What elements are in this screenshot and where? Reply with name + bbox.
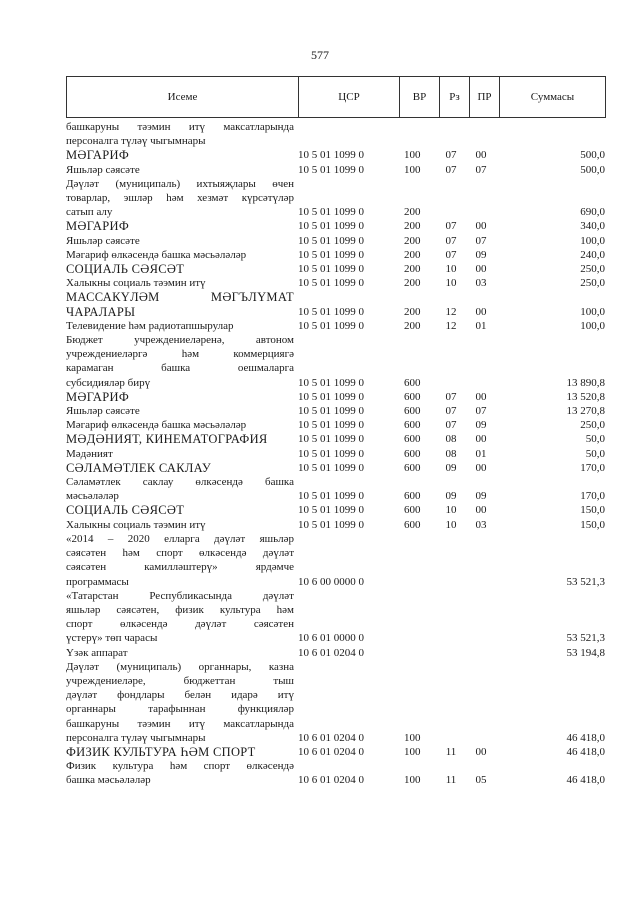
row-pr: 05 xyxy=(475,774,487,787)
row-csr: 10 5 01 1099 0 xyxy=(298,305,364,318)
row-name xyxy=(66,447,294,461)
row-name-line: программасы xyxy=(66,575,129,588)
row-csr: 10 5 01 1099 0 xyxy=(298,149,364,162)
row-name xyxy=(66,532,294,589)
row-rz: 07 xyxy=(445,234,457,247)
row-vr: 200 xyxy=(404,319,421,332)
row-pr: 00 xyxy=(475,433,487,446)
row-name-line: сәясәтен һәм спорт өлкәсендә дәүләт xyxy=(66,547,294,560)
row-csr: 10 5 01 1099 0 xyxy=(298,163,364,176)
row-pr: 07 xyxy=(475,234,487,247)
row-csr: 10 5 01 1099 0 xyxy=(298,263,364,276)
row-rz: 12 xyxy=(445,305,457,318)
table-row xyxy=(66,248,605,262)
row-vr: 200 xyxy=(404,206,421,219)
row-pr: 09 xyxy=(475,490,487,503)
row-name-line: дәүләт фондлары белән идарә итү xyxy=(66,689,294,702)
row-rz: 10 xyxy=(445,518,457,531)
row-name xyxy=(66,177,294,220)
row-csr: 10 6 01 0204 0 xyxy=(298,646,364,659)
row-vr: 200 xyxy=(404,305,421,318)
row-sum: 50,0 xyxy=(585,447,605,460)
row-name xyxy=(66,660,294,745)
row-name-line: сатып алу xyxy=(66,206,113,219)
table-row xyxy=(66,290,605,318)
row-pr: 03 xyxy=(475,277,487,290)
row-sum: 100,0 xyxy=(580,319,605,332)
row-name-line: МӘГАРИФ xyxy=(66,148,129,163)
row-sum: 53 521,3 xyxy=(566,632,605,645)
row-csr: 10 5 01 1099 0 xyxy=(298,518,364,531)
row-name-line: МАССАКҮЛӘМ МӘГЪЛҮМАТ xyxy=(66,290,294,305)
row-csr: 10 6 01 0204 0 xyxy=(298,745,364,758)
table-row xyxy=(66,163,605,177)
row-pr: 09 xyxy=(475,419,487,432)
row-name-line: СӘЛАМӘТЛЕК САКЛАУ xyxy=(66,460,212,475)
row-name-line: спорт өлкәсендә дәүләт сәясәтен xyxy=(66,618,294,631)
row-name-line: учреждениеләре, бюджеттан тыш xyxy=(66,674,294,687)
row-vr: 100 xyxy=(404,163,421,176)
row-sum: 53 521,3 xyxy=(566,575,605,588)
row-name xyxy=(66,248,294,262)
row-name-line: МӘГАРИФ xyxy=(66,219,129,234)
row-sum: 250,0 xyxy=(580,419,605,432)
row-name-line: СОЦИАЛЬ СӘЯСӘТ xyxy=(66,262,185,277)
row-name-line: органнары тарафыннан функцияләр xyxy=(66,703,294,716)
row-name-line: товарлар, эшләр һәм хезмәт күрсәтүләр xyxy=(66,192,294,205)
row-name-line: СОЦИАЛЬ СӘЯСӘТ xyxy=(66,503,185,518)
row-pr: 01 xyxy=(475,319,487,332)
row-rz: 10 xyxy=(445,263,457,276)
row-csr: 10 5 01 1099 0 xyxy=(298,277,364,290)
row-rz: 07 xyxy=(445,390,457,403)
row-name-line: сәясәтен камилләштерү» ярдәмче xyxy=(66,561,294,574)
row-name-line: ФИЗИК КУЛЬТУРА ҺӘМ СПОРТ xyxy=(66,744,256,759)
row-name-line: мәсьәләләр xyxy=(66,490,119,503)
row-csr: 10 5 01 1099 0 xyxy=(298,461,364,474)
row-sum: 46 418,0 xyxy=(566,774,605,787)
row-name xyxy=(66,461,294,475)
row-csr: 10 5 01 1099 0 xyxy=(298,376,364,389)
row-vr: 100 xyxy=(404,774,421,787)
row-pr: 00 xyxy=(475,305,487,318)
row-vr: 100 xyxy=(404,745,421,758)
table-row xyxy=(66,475,605,503)
row-name-line: МӘГАРИФ xyxy=(66,389,129,404)
row-name-line: Дәүләт (муниципаль) ихтыяҗлары өчен xyxy=(66,177,294,190)
row-name-line: Яшьләр сәясәте xyxy=(66,234,140,247)
table-row xyxy=(66,276,605,290)
row-sum: 150,0 xyxy=(580,504,605,517)
row-csr: 10 5 01 1099 0 xyxy=(298,234,364,247)
header-vr: ВР xyxy=(400,77,440,118)
table-row xyxy=(66,660,605,745)
row-name xyxy=(66,418,294,432)
table-row xyxy=(66,432,605,446)
row-vr: 200 xyxy=(404,234,421,247)
row-rz: 10 xyxy=(445,277,457,290)
table-row xyxy=(66,234,605,248)
row-vr: 600 xyxy=(404,504,421,517)
row-rz: 07 xyxy=(445,248,457,261)
row-vr: 600 xyxy=(404,419,421,432)
row-name-line: үстерү» төп чарасы xyxy=(66,632,158,645)
row-sum: 13 890,8 xyxy=(566,376,605,389)
row-vr: 200 xyxy=(404,220,421,233)
row-csr: 10 5 01 1099 0 xyxy=(298,433,364,446)
row-name-line: МӘДӘНИЯТ, КИНЕМАТОГРАФИЯ xyxy=(66,432,268,447)
row-name-line: башкаруны тәэмин итү максатларында xyxy=(66,717,294,730)
row-csr: 10 6 01 0204 0 xyxy=(298,731,364,744)
row-sum: 250,0 xyxy=(580,263,605,276)
row-rz: 11 xyxy=(445,745,457,758)
row-name-line: Яшьләр сәясәте xyxy=(66,163,140,176)
row-name xyxy=(66,148,294,162)
row-name xyxy=(66,219,294,233)
row-name xyxy=(66,745,294,759)
table-row xyxy=(66,262,605,276)
row-name-line: Мәгариф өлкәсендә башка мәсьәләләр xyxy=(66,419,247,432)
table-row xyxy=(66,120,605,148)
row-sum: 100,0 xyxy=(580,305,605,318)
row-rz: 07 xyxy=(445,220,457,233)
row-name-line: яшьләр сәясәтен, физик культура һәм xyxy=(66,603,294,616)
row-sum: 100,0 xyxy=(580,234,605,247)
row-name xyxy=(66,333,294,390)
row-name xyxy=(66,646,294,660)
table-row xyxy=(66,589,605,646)
row-sum: 13 520,8 xyxy=(566,390,605,403)
row-name xyxy=(66,319,294,333)
row-rz: 11 xyxy=(445,774,457,787)
row-name xyxy=(66,163,294,177)
row-csr: 10 5 01 1099 0 xyxy=(298,490,364,503)
header-pr: ПР xyxy=(470,77,500,118)
row-pr: 03 xyxy=(475,518,487,531)
row-name-line: Мәгариф өлкәсендә башка мәсьәләләр xyxy=(66,248,247,261)
row-name-line: «2014 – 2020 елларга дәүләт яшьләр xyxy=(66,532,294,545)
row-vr: 600 xyxy=(404,518,421,531)
row-sum: 53 194,8 xyxy=(566,646,605,659)
table-row xyxy=(66,333,605,390)
row-name xyxy=(66,759,294,787)
row-sum: 500,0 xyxy=(580,149,605,162)
row-csr: 10 5 01 1099 0 xyxy=(298,447,364,460)
row-name-line: Халыкны социаль тәэмин итү xyxy=(66,277,206,290)
row-name-line: Сәламәтлек саклау өлкәсендә башка xyxy=(66,476,294,489)
row-pr: 01 xyxy=(475,447,487,460)
row-pr: 00 xyxy=(475,263,487,276)
row-name-line: «Татарстан Республикасында дәүләт xyxy=(66,589,294,602)
row-name xyxy=(66,432,294,446)
row-name xyxy=(66,290,294,318)
row-sum: 170,0 xyxy=(580,461,605,474)
table-row xyxy=(66,177,605,220)
table-row xyxy=(66,447,605,461)
header-name: Исеме xyxy=(67,77,299,118)
row-csr: 10 6 01 0000 0 xyxy=(298,632,364,645)
row-name xyxy=(66,120,294,148)
page-number: 577 xyxy=(311,48,329,62)
row-name-line: персоналга түләү чыгымнары xyxy=(66,731,206,744)
row-name-line: Мәдәният xyxy=(66,447,113,460)
table-row xyxy=(66,404,605,418)
row-name-line: Үзәк аппарат xyxy=(66,646,128,659)
row-vr: 200 xyxy=(404,277,421,290)
row-rz: 09 xyxy=(445,490,457,503)
row-name-line: Дәүләт (муниципаль) органнары, казна xyxy=(66,660,294,673)
row-rz: 07 xyxy=(445,419,457,432)
row-name xyxy=(66,589,294,646)
row-name-line: ЧАРАЛАРЫ xyxy=(66,304,136,319)
row-pr: 00 xyxy=(475,504,487,517)
row-csr: 10 6 00 0000 0 xyxy=(298,575,364,588)
row-name xyxy=(66,276,294,290)
table-row xyxy=(66,319,605,333)
header-csr: ЦСР xyxy=(299,77,400,118)
table-row xyxy=(66,759,605,787)
row-sum: 250,0 xyxy=(580,277,605,290)
header-rz: Рз xyxy=(440,77,470,118)
row-name-line: учреждениеләргә һәм коммерциягә xyxy=(66,348,294,361)
row-rz: 07 xyxy=(445,405,457,418)
row-rz: 08 xyxy=(445,447,457,460)
table-row xyxy=(66,390,605,404)
row-pr: 00 xyxy=(475,390,487,403)
row-vr: 600 xyxy=(404,376,421,389)
row-csr: 10 5 01 1099 0 xyxy=(298,220,364,233)
row-name-line: Телевидение һәм радиотапшырулар xyxy=(66,319,234,332)
row-vr: 600 xyxy=(404,490,421,503)
table-row xyxy=(66,646,605,660)
row-rz: 09 xyxy=(445,461,457,474)
row-name xyxy=(66,404,294,418)
row-rz: 08 xyxy=(445,433,457,446)
table-row xyxy=(66,148,605,162)
row-sum: 340,0 xyxy=(580,220,605,233)
row-csr: 10 5 01 1099 0 xyxy=(298,390,364,403)
table-row xyxy=(66,418,605,432)
row-sum: 46 418,0 xyxy=(566,745,605,758)
row-name-line: Бюджет учреждениеләренә, автоном xyxy=(66,334,294,347)
row-vr: 100 xyxy=(404,731,421,744)
table-row xyxy=(66,503,605,517)
row-csr: 10 5 01 1099 0 xyxy=(298,405,364,418)
row-name-line: башка мәсьәләләр xyxy=(66,774,151,787)
row-name xyxy=(66,518,294,532)
row-sum: 46 418,0 xyxy=(566,731,605,744)
row-vr: 100 xyxy=(404,149,421,162)
row-sum: 150,0 xyxy=(580,518,605,531)
row-name-line: Физик культура һәм спорт өлкәсендә xyxy=(66,760,294,773)
row-vr: 200 xyxy=(404,263,421,276)
row-vr: 600 xyxy=(404,390,421,403)
row-name xyxy=(66,475,294,503)
row-csr: 10 6 01 0204 0 xyxy=(298,774,364,787)
row-rz: 07 xyxy=(445,149,457,162)
row-rz: 07 xyxy=(445,163,457,176)
row-pr: 00 xyxy=(475,461,487,474)
table-row xyxy=(66,461,605,475)
row-name-line: персоналга түләү чыгымнары xyxy=(66,135,206,148)
row-name-line: башкаруны тәэмин итү максатларында xyxy=(66,121,294,133)
table-row xyxy=(66,219,605,233)
row-csr: 10 5 01 1099 0 xyxy=(298,319,364,332)
row-name xyxy=(66,390,294,404)
row-sum: 500,0 xyxy=(580,163,605,176)
row-pr: 09 xyxy=(475,248,487,261)
row-name xyxy=(66,234,294,248)
row-rz: 10 xyxy=(445,504,457,517)
row-vr: 600 xyxy=(404,405,421,418)
row-vr: 600 xyxy=(404,447,421,460)
row-csr: 10 5 01 1099 0 xyxy=(298,206,364,219)
row-sum: 13 270,8 xyxy=(566,405,605,418)
row-pr: 07 xyxy=(475,405,487,418)
row-sum: 170,0 xyxy=(580,490,605,503)
row-name-line: карамаган башка оешмаларга xyxy=(66,362,294,375)
table-body xyxy=(66,120,605,788)
row-name-line: Халыкны социаль тәэмин итү xyxy=(66,518,206,531)
row-sum: 240,0 xyxy=(580,248,605,261)
row-vr: 600 xyxy=(404,461,421,474)
row-csr: 10 5 01 1099 0 xyxy=(298,504,364,517)
row-vr: 200 xyxy=(404,248,421,261)
row-name-line: Яшьләр сәясәте xyxy=(66,405,140,418)
row-pr: 00 xyxy=(475,149,487,162)
row-csr: 10 5 01 1099 0 xyxy=(298,248,364,261)
row-pr: 00 xyxy=(475,220,487,233)
row-pr: 07 xyxy=(475,163,487,176)
table-row xyxy=(66,745,605,759)
table-row xyxy=(66,518,605,532)
row-name xyxy=(66,262,294,276)
row-csr: 10 5 01 1099 0 xyxy=(298,419,364,432)
row-sum: 690,0 xyxy=(580,206,605,219)
row-sum: 50,0 xyxy=(585,433,605,446)
row-rz: 12 xyxy=(445,319,457,332)
row-pr: 00 xyxy=(475,745,487,758)
table-row xyxy=(66,532,605,589)
row-name xyxy=(66,503,294,517)
header-sum: Суммасы xyxy=(500,77,606,118)
row-name-line: субсидияләр бирү xyxy=(66,376,151,389)
table-header xyxy=(66,76,606,118)
row-vr: 600 xyxy=(404,433,421,446)
